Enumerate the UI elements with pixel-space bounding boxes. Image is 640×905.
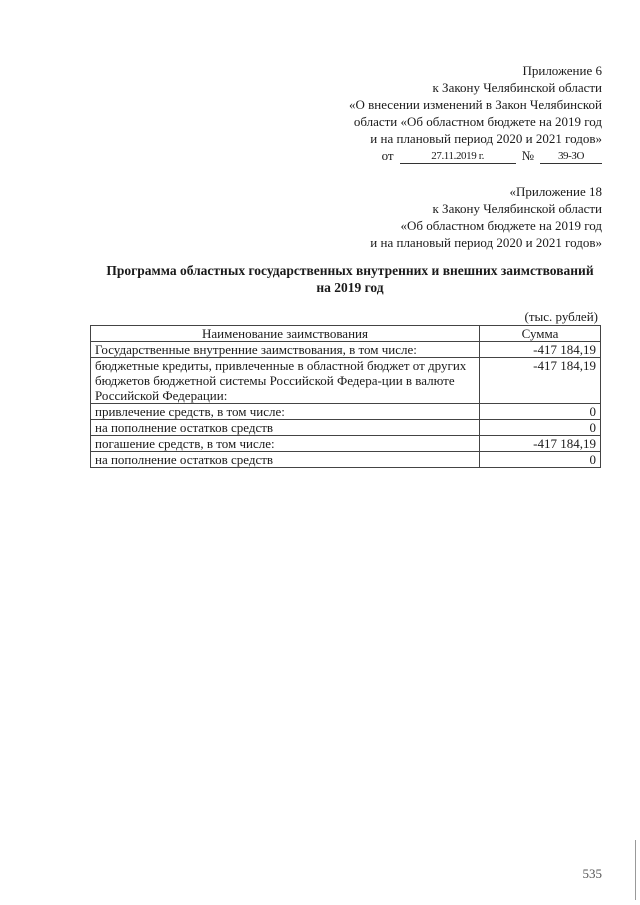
header-line: области «Об областном бюджете на 2019 год	[353, 114, 602, 129]
annex-line: и на плановый период 2020 и 2021 годов»	[370, 235, 602, 250]
number-prefix: №	[521, 148, 534, 163]
row-name: на пополнение остатков средств	[91, 452, 480, 468]
units-label: (тыс. рублей)	[524, 309, 598, 324]
law-header	[349, 62, 602, 164]
annex-line: к Закону Челябинской области	[432, 201, 602, 216]
row-amount: -417 184,19	[480, 436, 601, 452]
row-amount: 0	[480, 452, 601, 468]
row-amount: -417 184,19	[480, 342, 601, 358]
scan-edge-line	[635, 840, 636, 900]
row-name: погашение средств, в том числе:	[91, 436, 480, 452]
law-number: 39-ЗО	[540, 149, 602, 164]
date-prefix: от	[381, 148, 394, 163]
annex-header	[370, 183, 602, 251]
table-row	[91, 342, 601, 358]
law-date: 27.11.2019 г.	[400, 149, 516, 164]
column-header-name: Наименование заимствования	[91, 326, 480, 342]
row-amount: 0	[480, 404, 601, 420]
date-number-line	[349, 147, 602, 164]
header-line: Приложение 6	[522, 63, 602, 78]
table-row	[91, 436, 601, 452]
title-line-1: Программа областных государственных внутренних и внешних заимствований	[106, 263, 594, 278]
title-line-2: на 2019 год	[316, 280, 384, 295]
table-row	[91, 420, 601, 436]
annex-line: «Об областном бюджете на 2019 год	[400, 218, 602, 233]
header-line: к Закону Челябинской области	[432, 80, 602, 95]
table-row	[91, 358, 601, 404]
table-row	[91, 404, 601, 420]
annex-line: «Приложение 18	[509, 184, 602, 199]
row-amount: -417 184,19	[480, 358, 601, 404]
page-number: 535	[582, 866, 602, 881]
row-name: Государственные внутренние заимствования, в том числе:	[91, 342, 480, 358]
table-header-row	[91, 326, 601, 342]
header-line: и на плановый период 2020 и 2021 годов»	[370, 131, 602, 146]
table-row	[91, 452, 601, 468]
row-name: на пополнение остатков средств	[91, 420, 480, 436]
row-amount: 0	[480, 420, 601, 436]
document-title	[88, 262, 612, 296]
header-line: «О внесении изменений в Закон Челябинской	[348, 97, 602, 112]
row-name: привлечение средств, в том числе:	[91, 404, 480, 420]
borrowings-table	[90, 325, 601, 468]
row-name: бюджетные кредиты, привлеченные в областной бюджет от других бюджетов бюджетной системы Российской Федера-ции в валюте Российской Федерации:	[91, 358, 480, 404]
column-header-amount: Сумма	[480, 326, 601, 342]
